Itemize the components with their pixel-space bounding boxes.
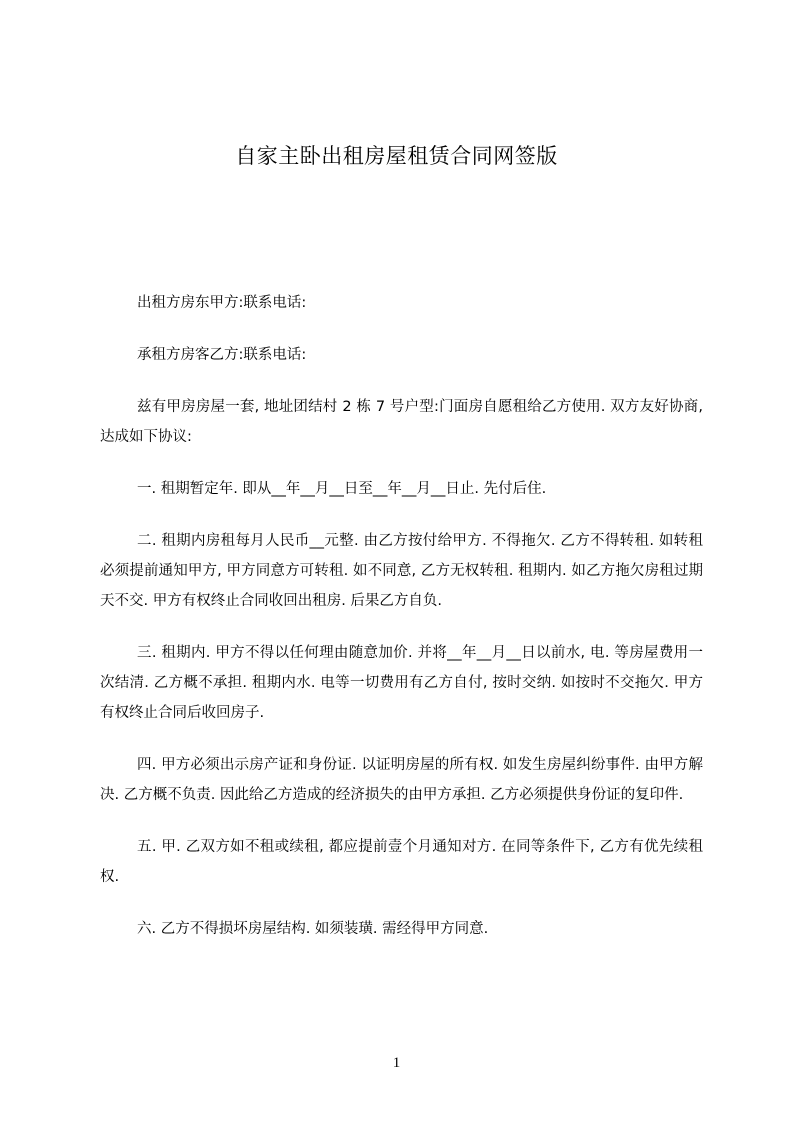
clause-3: 三. 租期内. 甲方不得以任何理由随意加价. 并将__年__月__日以前水, 电. 等房屋费用一次结清. 乙方概不承担. 租期内水. 电等一切费用有乙方自付, 按时交纳. 如按时不交拖欠. 甲方有权终止合同后收回房子. (100, 645, 703, 721)
clause-1: 一. 租期暂定年. 即从__年__月__日至__年__月__日止. 先付后住. (137, 481, 547, 497)
contract-body (100, 288, 703, 944)
clause-4: 四. 甲方必须出示房产证和身份证. 以证明房屋的所有权. 如发生房屋纠纷事件. 由甲方解决. 乙方概不负责. 因此给乙方造成的经济损失的由甲方承担. 乙方必须提供身份证的复印件. (100, 757, 703, 803)
clause-2: 二. 租期内房租每月人民币__元整. 由乙方按付给甲方. 不得拖欠. 乙方不得转租. 如转租必须提前通知甲方, 甲方同意方可转租. 如不同意, 乙方无权转租. 租期内. 如乙方拖欠房租过期天不交. 甲方有权终止合同收回出租房. 后果乙方自负. (100, 533, 703, 609)
landlord-line: 出租方房东甲方:联系电话: (137, 295, 307, 311)
intro-paragraph: 兹有甲房房屋一套, 地址团结村 2 栋 7 号户型:门面房自愿租给乙方使用. 双方友好协商, 达成如下协议: (100, 399, 703, 445)
document-title: 自家主卧出租房屋租赁合同网签版 (235, 144, 558, 168)
clause-6: 六. 乙方不得损坏房屋结构. 如须装璜. 需经得甲方同意. (137, 921, 489, 937)
page-number: 1 (392, 1055, 401, 1071)
tenant-line: 承租方房客乙方:联系电话: (137, 347, 307, 363)
clause-5: 五. 甲. 乙双方如不租或续租, 都应提前壹个月通知对方. 在同等条件下, 乙方有优先续租权. (100, 839, 703, 885)
